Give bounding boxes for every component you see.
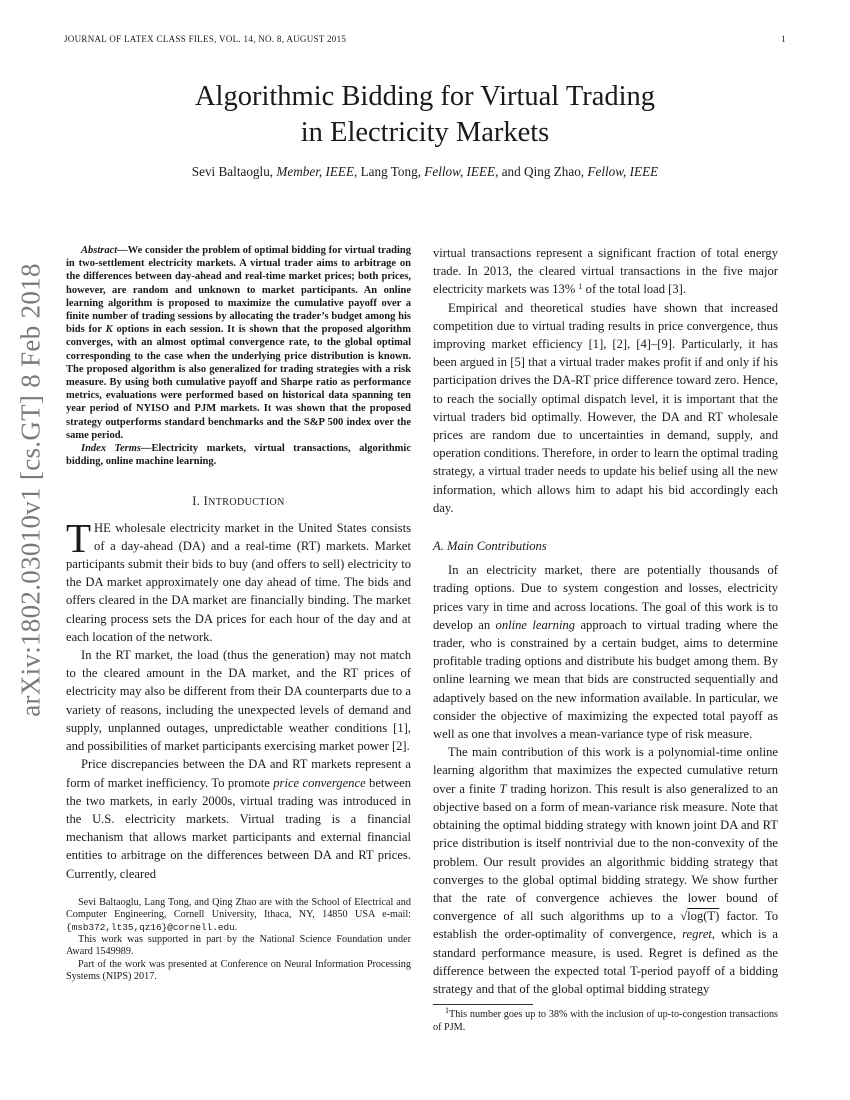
index-terms-label: Index Terms — [81, 443, 141, 455]
index-terms-text: —Electricity markets, virtual transactions, algorithmic bidding, online machine learning. — [66, 443, 411, 468]
math-k: K — [105, 324, 113, 336]
intro-p1-text: HE wholesale electricity market in the United States consists of a day-ahead (DA) and a real-time (RT) markets. Market participants submit their bids to buy (and offers to sell) electricity to the DA market approximately one day ahead of time. The bids and offers cleared in the DA market are financially binding. The market clearing process sets the DA prices for each hour of the day and at each location of the network. — [66, 520, 411, 644]
right-p4-text-c: factor. To establish the order-optimality of convergence, — [433, 909, 778, 942]
paper-title — [64, 79, 786, 151]
right-p3-text-b: approach to virtual trading where the trader, who is constrained by a certain budget, aims to determine profitable trading options and distribute his budget among them. By online learning we mean that bids are constructed sequentially and adaptively based on the new information available. In particular, we consider the objective of maximizing the expected total payoff as well as one that involves a mean-variance type of risk measure. — [433, 617, 779, 742]
right-paragraph-2: Empirical and theoretical studies have shown that increased competition due to virtual trading results in price convergence, thus improving market efficiency [1], [2], [4]–[9]. Particularly, it has been argued in [5] that a virtual trader makes profit if and only if his participation drives the DA-RT price difference toward zero. Hence, to reach the socially optimal dispatch level, it is important that the virtual traders bid optimally. However, the DA and RT wholesale prices are random due to uncertainties in demand, supply, and operation conditions. Therefore, in order to learn the optimal trading strategy, a virtual trader needs to update his belief using all the new information, which allows him to adapt his bid accordingly each day. — [433, 300, 778, 515]
right-p1-text-a: virtual transactions represent a significant fraction of total energy trade. In 2013, the cleared virtual transactions in the five major electricity markets was 13% — [433, 246, 778, 297]
author-3: and Qing Zhao, — [501, 164, 585, 179]
affiliation-text: Sevi Baltaoglu, Lang Tong, and Qing Zhao are with the School of Electrical and Computer Engineering, Cornell University, Ithaca, NY, 14850 USA e-mail: — [66, 896, 411, 921]
footnote-rule — [433, 1004, 533, 1005]
right-p3-text-a: In an electricity market, there are potentially thousands of trading options. Due to system congestion and losses, electricity prices vary in time and across locations. The goal of this work is to develop an — [433, 563, 778, 632]
right-p4-text-a: The main contribution of this work is a polynomial-time online learning algorithm that maximizes the expected cumulative return over a finite — [433, 745, 778, 796]
math-t: T — [499, 781, 507, 796]
right-column — [433, 244, 778, 1034]
left-footnotes — [66, 897, 411, 984]
page-number: 1 — [781, 34, 786, 44]
affiliation-end: . — [234, 921, 238, 933]
author-2-role: Fellow, IEEE, — [424, 164, 499, 179]
right-footnotes — [433, 1006, 778, 1034]
author-2: Lang Tong, — [360, 164, 421, 179]
intro-paragraph-2: In the RT market, the load (thus the generation) may not match to the cleared amount in the DA market, and the RT prices of electricity may also be different from their DA counterparts due to a variety of reasons, including the unexpected levels of demand and supply, unplanned outages, unpredictable weather conditions [1], and possibilities of market participants exercising market power [2]. — [66, 648, 411, 754]
email-addresses: {msb372,lt35,qz16}@cornell.edu — [66, 921, 235, 933]
section-number: I. — [192, 494, 201, 509]
intro-p3-text-a: Price discrepancies between the DA and RT markets represent a form of market inefficiency. To promote — [66, 757, 411, 790]
running-header — [64, 34, 786, 48]
drop-cap: T — [66, 514, 92, 561]
heading-smallcaps: NTRODUCTION — [208, 497, 285, 509]
heading-initial: I — [203, 494, 209, 509]
right-p4-text-d: , which is a standard performance measure, is used. Regret is defined as the difference between the expected total T-period payoff of a bidding strategy and that of the global optimal bidding strategy — [433, 927, 778, 996]
emphasis-price-convergence: price convergence — [273, 775, 366, 790]
intro-paragraph-3 — [66, 755, 411, 882]
abstract-label: Abstract — [81, 245, 118, 256]
emphasis-online-learning: online learning — [495, 617, 576, 632]
intro-p3-text-b: between the two markets, in early 2000s, virtual trading was introduced in the U.S. electricity markets. Virtual trading is a financial mechanism that allows market participants and external financial entities to arbitrage on the differences between DA and RT prices. Currently, cleared — [66, 775, 411, 881]
footnote-1-mark: 1 — [445, 1006, 449, 1016]
right-paragraph-3 — [433, 561, 778, 743]
footnote-marker: 1 — [578, 282, 583, 292]
title-line-2: in Electricity Markets — [300, 117, 550, 148]
math-sqrt-log-t — [680, 909, 719, 923]
author-3-role: Fellow, IEEE — [587, 164, 659, 179]
index-terms — [66, 442, 411, 468]
footnote-presentation: Part of the work was presented at Conference on Neural Information Processing Systems (NIPS) 2017. — [66, 958, 411, 983]
footnote-funding: This work was supported in part by the National Science Foundation under Award 1549989. — [66, 933, 411, 958]
footnote-1 — [433, 1006, 778, 1034]
right-paragraph-1 — [433, 244, 778, 299]
journal-header: JOURNAL OF LATEX CLASS FILES, VOL. 14, NO. 8, AUGUST 2015 — [64, 34, 347, 44]
section-heading-introduction — [66, 492, 411, 512]
left-column — [66, 244, 411, 984]
intro-paragraph-1 — [66, 514, 411, 646]
author-list — [64, 162, 786, 182]
emphasis-regret: regret — [682, 927, 712, 942]
subsection-heading: A. Main Contributions — [433, 539, 547, 554]
arxiv-identifier: arXiv:1802.03010v1 [cs.GT] 8 Feb 2018 — [15, 263, 46, 717]
author-1: Sevi Baltaoglu, — [191, 164, 274, 179]
footnote-1-text: This number goes up to 38% with the inclusion of up-to-congestion transactions of PJM. — [433, 1009, 778, 1033]
sqrt-radicand: log(T) — [687, 909, 720, 924]
title-line-1: Algorithmic Bidding for Virtual Trading — [194, 81, 656, 112]
arxiv-sidebar — [6, 263, 56, 717]
abstract — [66, 244, 411, 442]
author-1-role: Member, IEEE, — [276, 164, 358, 179]
abstract-text-1: —We consider the problem of optimal bidding for virtual trading in two-settlement electricity markets. A virtual trader aims to arbitrage on the differences between day-ahead and real-time market prices; both prices, however, are random and unknown to market participants. An online learning algorithm is proposed to maximize the cumulative payoff over a finite number of trading sessions by allocating the trader’s budget among his bids for — [66, 245, 411, 336]
footnote-affiliation — [66, 897, 411, 934]
sqrt-sign: √ — [680, 909, 688, 924]
right-p4-text-b: trading horizon. This result is also generalized to an objective based on a form of mean-variance risk measure. Note that obtaining the optimal bidding strategy with known joint DA and RT price distribution is itself nontrivial due to the non-convexity of the problem. Our result provides an algorithmic bidding strategy that converges to the global optimal bidding strategy. We show further that the rate of convergence achieves the lower bound of convergence of all such algorithms up to a — [433, 781, 778, 924]
abstract-text-2: options in each session. It is shown that the proposed algorithm converges, with an almost optimal convergence rate, to the global optimal corresponding to the case when the underlying price distribution is known. The proposed algorithm is also generalized for trading strategies with a risk measure. By using both cumulative payoff and Sharpe ratio as performance metrics, evaluations were performed based on historical data spanning ten year period of NYISO and PJM markets. It was shown that the proposed strategy outperforms standard benchmarks and the S&P 500 index over the same period. — [66, 324, 412, 441]
right-paragraph-4 — [433, 743, 778, 998]
right-p1-text-b: of the total load [3]. — [585, 282, 687, 297]
